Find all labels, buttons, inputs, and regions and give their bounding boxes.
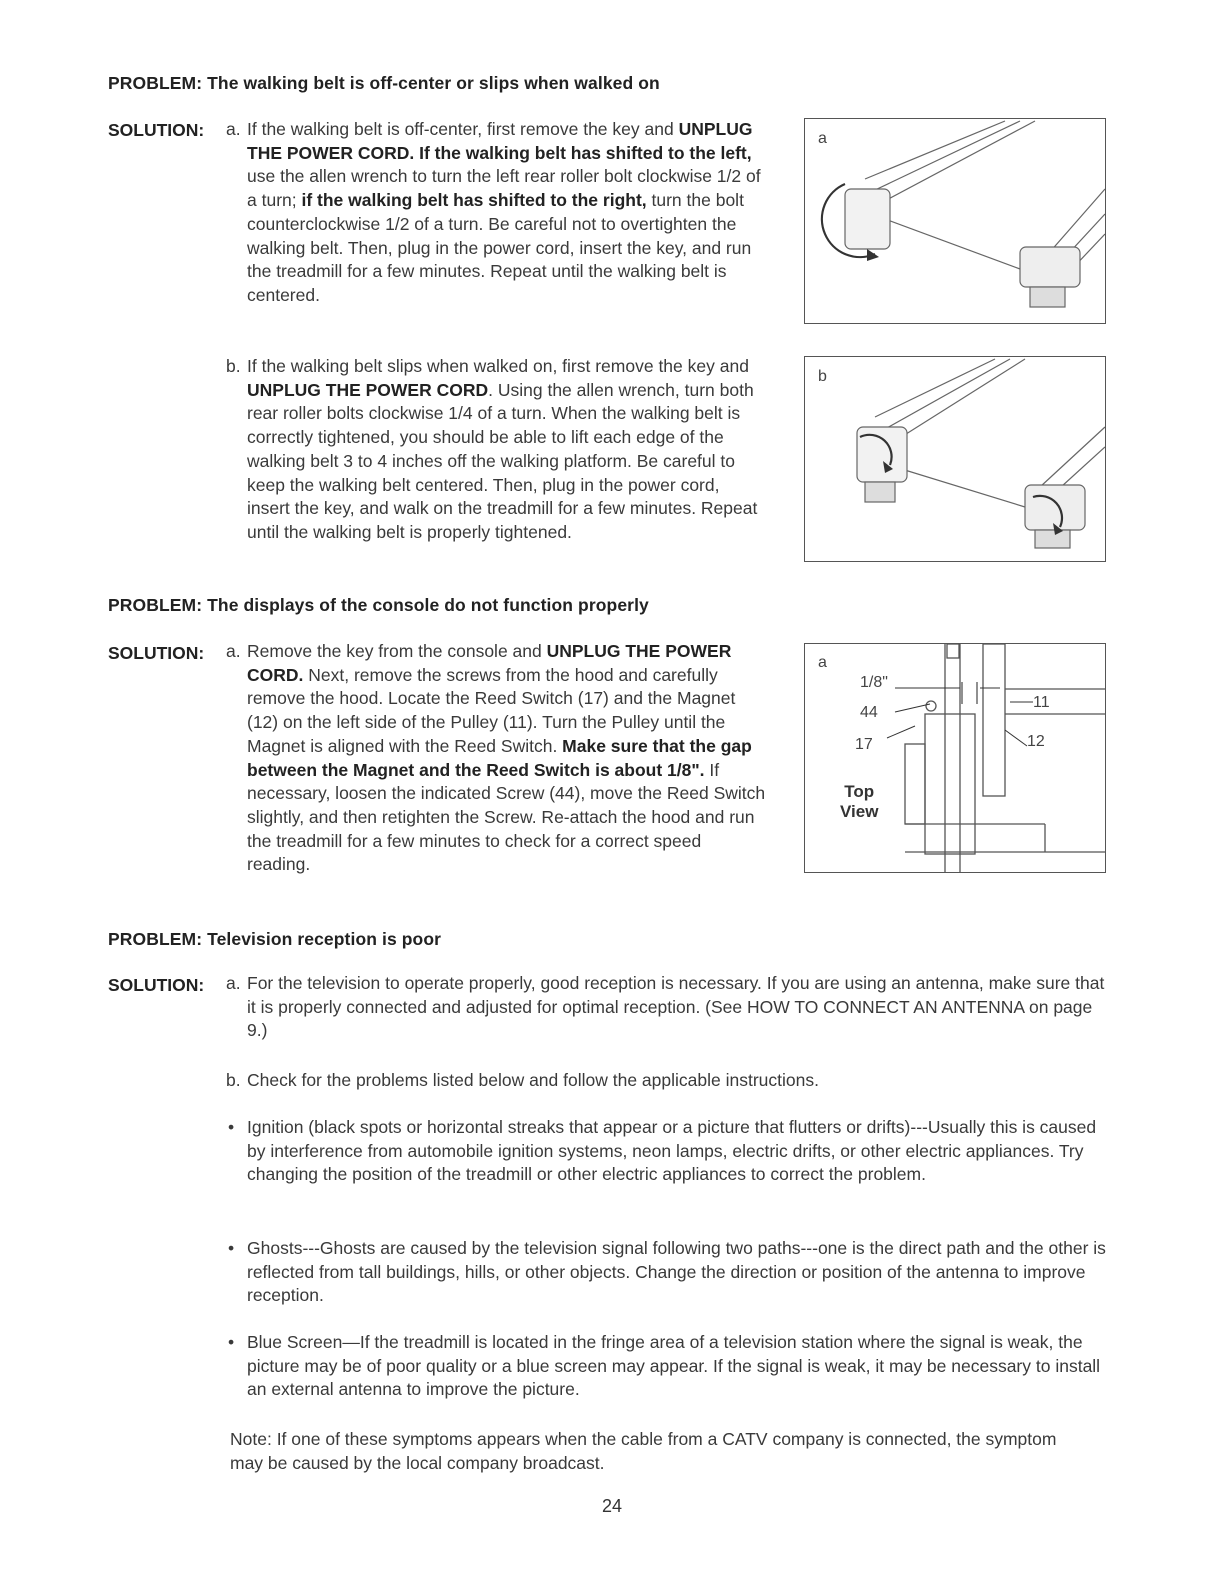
figure-letter: a bbox=[818, 654, 827, 671]
magnet-label: 12 bbox=[1027, 733, 1045, 750]
item-text: If the walking belt slips when walked on, first remove the key and UNPLUG THE POWER CORD. Using the allen wrench, turn both rear roller bolts clockwise 1/4 of a turn. When the walking belt is correctly tightened, you should be able to lift each edge of the walking belt 3 to 4 inches off the walking platform. Be careful to keep the walking belt centered. Then, plug in the power cord, insert the key, and walk on the treadmill for a few minutes. Repeat until the walking belt is properly tightened. bbox=[247, 356, 758, 542]
bullet-dot: • bbox=[228, 1332, 235, 1352]
belt-illustration bbox=[805, 119, 1105, 323]
item-text: Remove the key from the console and UNPLUG THE POWER CORD. Next, remove the screws from the hood and carefully remove the hood. Locate the Reed Switch (17) and the Magnet (12) on the left side of the Pulley (11). Turn the Pulley until the Magnet is aligned with the Reed Switch. Make sure that the gap between the Magnet and the Reed Switch is about 1/8". If necessary, loosen the indicated Screw (44), move the Reed Switch slightly, and then retighten the Screw. Re-attach the hood and run the treadmill for a few minutes to check for a correct speed reading. bbox=[247, 641, 766, 875]
solution-3a bbox=[226, 972, 1106, 1043]
problem-heading-1: PROBLEM: The walking belt is off-center or slips when walked on bbox=[108, 73, 660, 93]
figure-belt-centering bbox=[804, 118, 1106, 324]
reed-switch-illustration bbox=[805, 644, 1105, 872]
bullet-ghosts bbox=[226, 1237, 1106, 1308]
item-letter: b. bbox=[226, 356, 241, 376]
item-letter: a. bbox=[226, 973, 241, 993]
bullet-dot: • bbox=[228, 1117, 235, 1137]
figure-belt-tightening bbox=[804, 356, 1106, 562]
solution-2a bbox=[226, 640, 766, 877]
item-letter: a. bbox=[226, 641, 241, 661]
problem-heading-2: PROBLEM: The displays of the console do not function properly bbox=[108, 595, 649, 615]
solution-label-3: SOLUTION: bbox=[108, 975, 205, 995]
bullet-text: Ignition (black spots or horizontal streaks that appear or a picture that flutters or drifts)---Usually this is caused by interference from automobile ignition systems, neon lamps, electric drifts, or other electric appliances. Try changing the position of the treadmill or other electric appliances to correct the problem. bbox=[247, 1117, 1097, 1185]
screw-label: 44 bbox=[860, 704, 878, 721]
note: Note: If one of these symptoms appears when the cable from a CATV company is connected, the symptom may be caused by the local company broadcast. bbox=[230, 1429, 1057, 1473]
solution-label-2: SOLUTION: bbox=[108, 643, 205, 663]
item-text: Check for the problems listed below and follow the applicable instructions. bbox=[247, 1070, 819, 1090]
solution-label-1: SOLUTION: bbox=[108, 120, 205, 140]
figure-reed-switch bbox=[804, 643, 1106, 873]
problem-heading-3: PROBLEM: Television reception is poor bbox=[108, 929, 442, 949]
gap-label: 1/8" bbox=[860, 674, 888, 691]
item-text: If the walking belt is off-center, first remove the key and UNPLUG THE POWER CORD. If the walking belt has shifted to the left, use the allen wrench to turn the left rear roller bolt clockwise 1/2 of a turn; if the walking belt has shifted to the right, turn the bolt counterclockwise 1/2 of a turn. Be careful not to overtighten the walking belt. Then, plug in the power cord, insert the key, and run the treadmill for a few minutes. Repeat until the walking belt is centered. bbox=[247, 119, 761, 305]
figure-letter: b bbox=[818, 368, 827, 385]
page-number: 24 bbox=[601, 1496, 623, 1516]
figure-letter: a bbox=[818, 130, 827, 147]
solution-1b bbox=[226, 355, 766, 545]
bullet-dot: • bbox=[228, 1238, 235, 1258]
reed-switch-label: 17 bbox=[855, 736, 873, 753]
solution-1a bbox=[226, 118, 766, 308]
belt-illustration bbox=[805, 357, 1105, 561]
solution-3b bbox=[226, 1069, 1106, 1093]
pulley-label: 11 bbox=[1033, 694, 1050, 711]
item-letter: a. bbox=[226, 119, 241, 139]
bullet-blue-screen bbox=[226, 1331, 1106, 1402]
item-letter: b. bbox=[226, 1070, 241, 1090]
view-label: Top View bbox=[840, 782, 879, 821]
bullet-ignition bbox=[226, 1116, 1106, 1187]
bullet-text: Ghosts---Ghosts are caused by the television signal following two paths---one is the direct path and the other is reflected from tall buildings, hills, or other objects. Change the direction or position of the antenna to improve reception. bbox=[247, 1238, 1106, 1306]
bullet-text: Blue Screen—If the treadmill is located in the fringe area of a television station where the signal is weak, the picture may be of poor quality or a blue screen may appear. If the signal is weak, it may be necessary to install an external antenna to improve the picture. bbox=[247, 1332, 1101, 1400]
item-text: For the television to operate properly, good reception is necessary. If you are using an antenna, make sure that it is properly connected and adjusted for optimal reception. (See HOW TO CONNECT AN ANTENNA on page 9.) bbox=[247, 973, 1105, 1041]
